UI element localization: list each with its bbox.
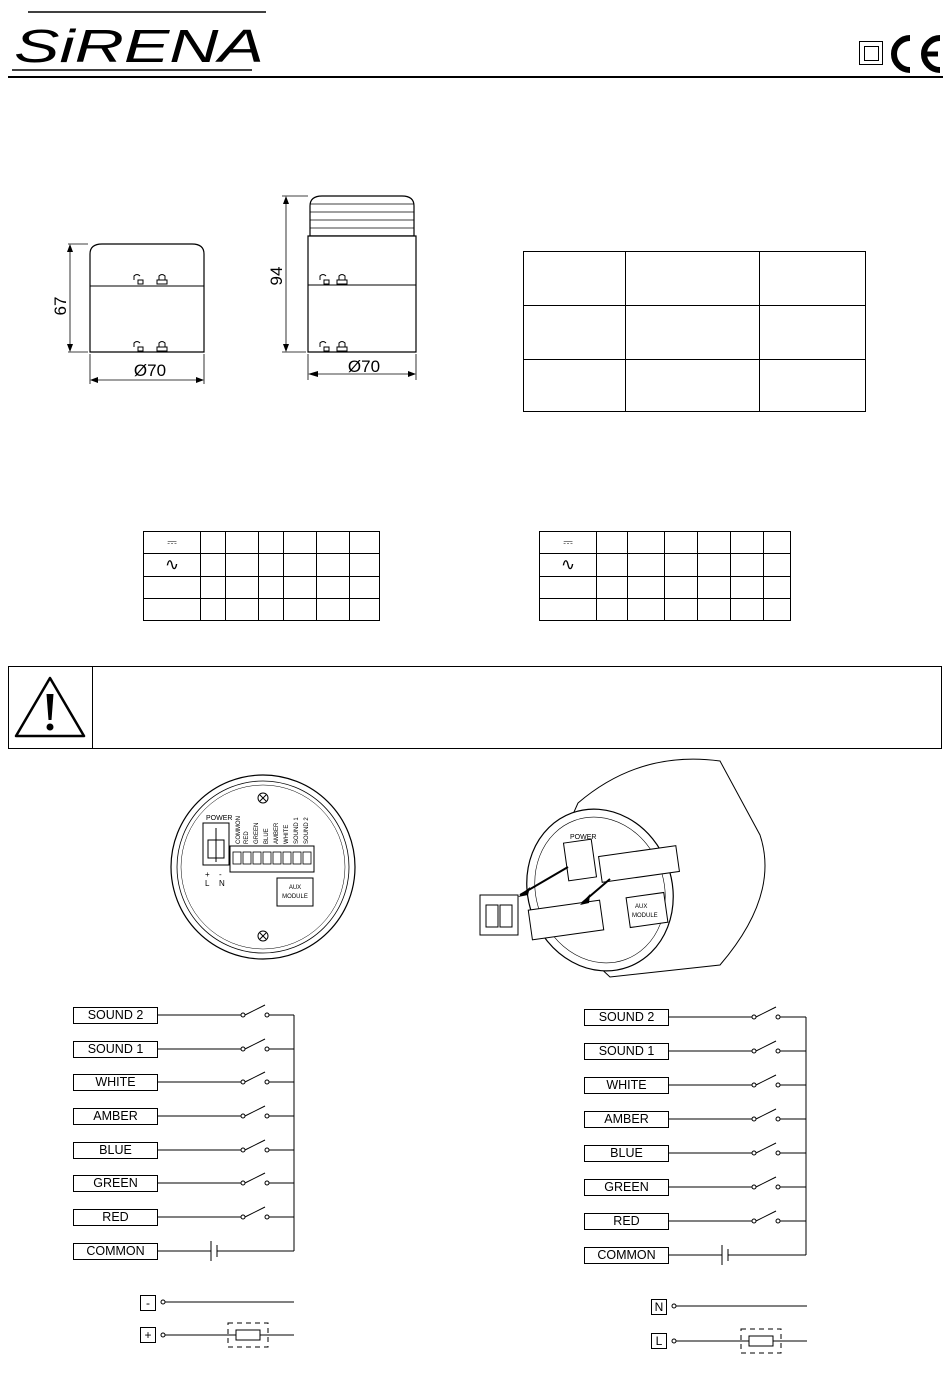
spec-table [523,251,866,412]
input-label-sound2: SOUND 2 [584,1009,669,1026]
supply-lines-left [156,1290,306,1350]
input-label-sound1: SOUND 1 [73,1041,158,1058]
terminal-board-isometric-view [470,755,790,985]
input-label-sound2: SOUND 2 [73,1007,158,1024]
input-label-red: RED [73,1209,158,1226]
diameter-label-b: Ø70 [347,357,381,376]
class-ii-symbol [859,41,883,65]
aux-label: AUX [288,885,302,891]
input-label-common: COMMON [73,1243,158,1260]
power-label: POWER [206,815,233,822]
ce-mark [886,34,944,74]
dimension-drawing-94 [262,190,442,385]
module-label-iso: MODULE [632,913,658,919]
input-label-red: RED [584,1213,669,1230]
sirena-logo [8,8,270,74]
terminal-label: SOUND 1 [294,817,300,844]
terminal-label: COMMON [236,816,242,844]
terminal-board-front-view [170,770,356,965]
terminal-label: GREEN [254,822,260,844]
ac-symbol-icon: ∿ [560,555,576,574]
terminal-label: AMBER [274,822,280,844]
polarity-n: N [219,879,225,888]
height-94-label: 94 [267,266,286,286]
dimension-drawing-67 [40,230,230,390]
header-rule [8,76,943,78]
voltage-table-left [143,531,380,621]
diameter-label-a: Ø70 [133,361,167,380]
height-67-label: 67 [51,296,70,316]
terminal-label: BLUE [264,828,270,844]
polarity-plus: + [205,870,210,879]
terminal-label: SOUND 2 [304,817,310,844]
warning-box [8,666,942,749]
input-label-blue: BLUE [584,1145,669,1162]
input-label-blue: BLUE [73,1142,158,1159]
input-label-white: WHITE [73,1074,158,1091]
input-label-sound1: SOUND 1 [584,1043,669,1060]
warning-divider [92,666,93,748]
dc-symbol-icon: ⎓ [167,535,177,549]
dc-symbol-icon: ⎓ [563,535,573,549]
input-label-common: COMMON [584,1247,669,1264]
power-label-iso: POWER [570,834,597,841]
module-label: MODULE [282,894,308,900]
aux-label-iso: AUX [635,904,648,910]
supply-l-label: L [651,1333,667,1349]
supply-minus-label: - [140,1295,156,1311]
terminal-label: WHITE [284,824,290,844]
wiring-lines-right [668,1002,818,1272]
voltage-table-right [539,531,791,621]
input-label-amber: AMBER [584,1111,669,1128]
polarity-l: L [205,879,210,888]
input-label-green: GREEN [584,1179,669,1196]
input-label-amber: AMBER [73,1108,158,1125]
input-label-green: GREEN [73,1175,158,1192]
supply-plus-label: + [140,1327,156,1343]
warning-triangle-icon [12,674,88,740]
supply-lines-right [667,1294,817,1356]
terminal-label: RED [244,831,250,844]
supply-n-label: N [651,1299,667,1315]
brand-name: SiRENA [14,20,264,72]
input-label-white: WHITE [584,1077,669,1094]
ac-symbol-icon: ∿ [164,555,180,574]
polarity-minus: - [219,870,222,879]
wiring-lines-left [157,1000,307,1270]
